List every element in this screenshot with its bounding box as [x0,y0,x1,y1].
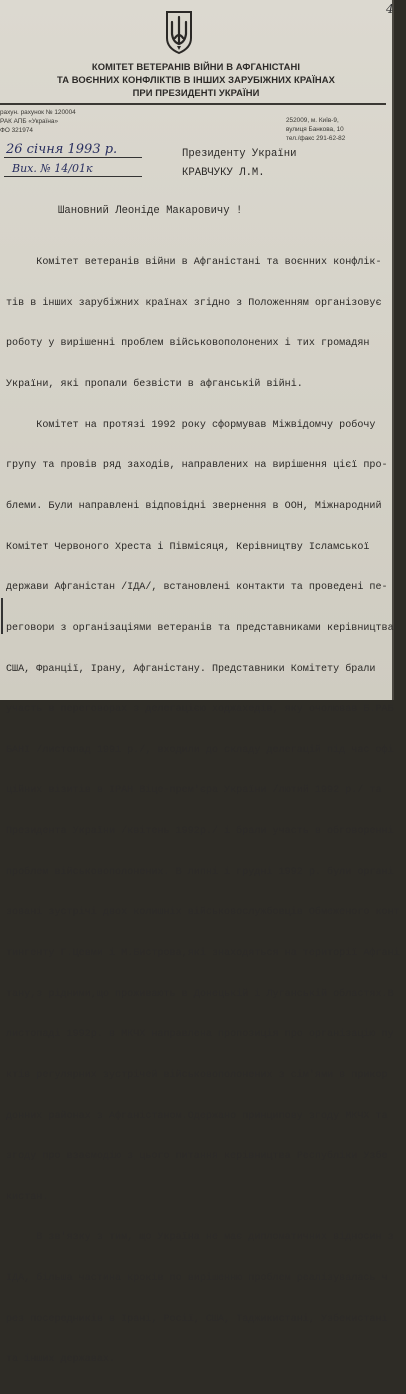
recipient-title: Президенту України [182,148,297,160]
page-number: 4 [386,2,394,16]
bank-details [0,108,76,135]
body-line: зовані зустрічі двох колишніх військовослужбовців Обмеженого конт [6,907,400,919]
body-line: Комітет на протязі 1992 року сформував Міжвідомчу робочу [6,419,376,431]
body-line: листопаді 1992р. в МКЧХ направлена пропозиція про організацію пу [6,1029,394,1041]
body-line: групу та провів ряд заходів, направлених на вирішення цієї про- [6,460,388,472]
body-line: Комітет Червоного Хреста і Півмісяця, Керівництву Ісламської [6,541,370,553]
body-line: проблем військовополонених. В липні і грудні 1992 р. були органі [6,866,394,878]
number-underline [4,176,142,177]
body-line: участь в переговорах з делегацією ходжахедів, яку очолював Б.РАБ [6,704,394,716]
organization-header [20,60,372,99]
body-line: блеми. Були направлені відповідні звернення в ООН, Міжнародний [6,500,382,512]
letter-body [6,229,406,1394]
body-line: БАНІ /листопад 1991 р./, входили до складу делегацій під час офі [6,744,394,756]
header-rule [0,103,386,105]
body-line: України, які пропали безвісти в афганській війні. [6,379,303,391]
postal-address [286,116,345,143]
body-line: реговори з організаціями ветеранів та представниками керівництва [6,622,394,634]
org-line-2: ТА ВОЄННИХ КОНФЛІКТІВ В ІНШИХ ЗАРУБІЖНИХ КРАЇНАХ [56,74,336,85]
address-line: тел./факс 291-62-82 [286,135,346,142]
body-line: згоду про взаємодію з цього питання керівництва Республіки Узбе [6,1151,388,1163]
salutation: Шановний Леоніде Макаровичу ! [58,205,243,217]
body-line: кистан. [6,1191,49,1203]
body-line: тів в інших зарубіжних країнах згідно з Положенням організовує [6,297,382,309]
body-line: Комітет ветеранів війни в Афганістані та воєнних конфлік- [6,257,382,269]
handwritten-date: 26 січня 1993 р. [6,142,118,157]
body-line: ційних візитів в ІРАН Віце-прем'єра України /лютий 1992 р./ та [6,785,382,797]
handwritten-outgoing-number: Вих. № 14/01к [12,162,93,175]
body-line: рез посередників в Ірані, Росії, США, Таджикистані, Узбекистані [6,1313,388,1325]
body-line: тану,з рідними,що проживають в Донецькій і Луганській областях.В [6,988,394,1000]
address-line: 252009, м. Київ-9, [286,117,339,124]
date-underline [4,157,142,158]
bank-line: ФО 321974 [0,127,33,134]
body-line: донних районах з Афганістаном.Одержано принципову згоду МКЧХ та [6,1110,388,1122]
body-line: роботу у вирішенні проблем військовополонених і тих громадян [6,338,370,350]
body-line: держави Афганістан /ІДА/, встановлені контакти та проведені пе- [6,582,388,594]
trident-emblem-icon [164,8,194,54]
bank-line: рахун. рахунок № 120004 [0,109,76,116]
body-line: В зв'язку з тим, що Україна не має дипломатичних відносин з [6,1232,394,1244]
body-line: ІДА, більша частина кроків по вирішенню проблем реалізувалась ч [6,1273,388,1285]
body-line: США, Франції, Ірану, Афганістану. Представники Комітету брали [6,663,376,675]
org-line-3: ПРИ ПРЕЗИДЕНТІ УКРАЇНИ [132,87,260,98]
address-line: вулиця Банкова, 10 [286,126,344,133]
body-line: тингенту Г.Цевми і М.Бистрова,які знаходяться на території Афгані [6,947,400,959]
org-line-1: КОМІТЕТ ВЕТЕРАНІВ ВІЙНИ В АФГАНІСТАНІ [91,61,301,72]
body-line: ктів регулярних зустрічей військовополонених з сім'ями в прикор [6,1069,388,1081]
body-line: Президента України /квітень 1992р./ і брали участь в обговоренні [6,826,394,838]
recipient-name: КРАВЧУКУ Л.М. [182,167,265,179]
body-line: та інших державах. [6,1354,116,1366]
margin-mark [1,598,7,634]
bank-line: РАК АПБ «Україна» [0,118,58,125]
